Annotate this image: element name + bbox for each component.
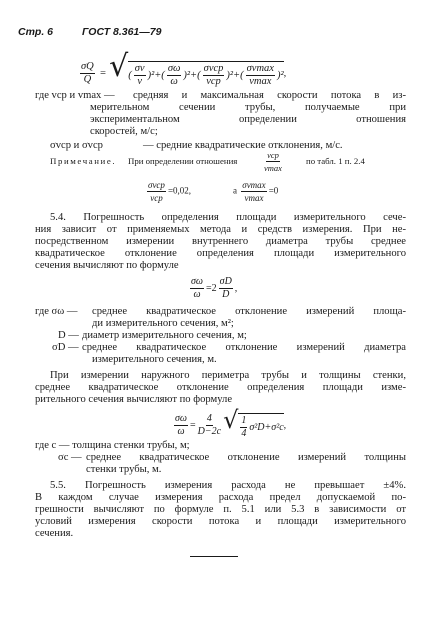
sqrt-icon: √ <box>223 406 239 434</box>
formula-area-error-outer: $\frac{\sigma\omega}{\omega}$ = $\frac{4}{D-2c}$ √ $\frac{1}{4}$ σ²D+σ²c, <box>175 406 287 439</box>
where-text-line: измерительного сечения, м. <box>92 354 217 365</box>
note-condition-2: а $\frac{\sigma vmax}{vmax}$ =0 <box>233 180 279 203</box>
where-symbol: σD — <box>52 342 79 353</box>
paragraph-outer-line: среднее квадратическое отклонение определения площади изме- <box>35 382 406 393</box>
where-text-line: мерительном сечении трубы, получаемые при <box>90 102 406 113</box>
paragraph-5-4-line: 5.4. Погрешность определения площади измерительного сече- <box>50 212 406 223</box>
paragraph-5-4-line: сечения вычисляют по формуле <box>35 260 179 271</box>
paragraph-5-5-line: условий измерения скорости потока и площади измерительного <box>35 516 406 527</box>
formula-area-error: $\frac{\sigma\omega}{\omega}$ =2 $\frac{\sigma D}{D}$ , <box>191 276 238 300</box>
where-text-line: средняя и максимальная скорости потока в из- <box>133 90 406 101</box>
paragraph-5-5-line: 5.5. Погрешность измерения расхода не превышает ±4%. <box>50 480 406 491</box>
end-rule <box>190 556 238 557</box>
note-condition-1: $\frac{\text{σvср}}{\text{vср}}$ =0,02, <box>148 180 192 203</box>
paragraph-5-4-line: посредственном измерении внутреннего диаметра трубы среднее <box>35 236 406 247</box>
where-text-line: среднее квадратическое отклонение измерений диаметра <box>82 342 406 353</box>
paragraph-5-5-line: грешности вычисляют по формуле п. 5.1 или 5.3 в зависимости от <box>35 504 406 515</box>
where-text-line: среднее квадратическое отклонение измерений площа- <box>92 306 406 317</box>
note-text-after: по табл. 1 п. 2.4 <box>306 156 365 166</box>
where-text-line: стенки трубы, м. <box>86 464 162 475</box>
sqrt-icon: √ <box>109 49 129 84</box>
paragraph-outer-line: рительного сечения вычисляют по формуле <box>35 394 233 405</box>
standard-code: ГОСТ 8.361—79 <box>82 26 162 38</box>
note-fraction: $\frac{\text{vср}}{vmax}$ <box>264 150 282 173</box>
paragraph-5-4-line: квадратическое отклонение определения площади измерительного <box>35 248 406 259</box>
where-text-line: скоростей, м/с; <box>90 126 158 137</box>
where-text-line: среднее квадратическое отклонение измерений толщины <box>86 452 406 463</box>
where-sigma-lead: σvср и σvср <box>50 140 103 151</box>
where-text-line: ди измерительного сечения, м²; <box>92 318 234 329</box>
where-sigma-text: — средние квадратические отклонения, м/с. <box>143 140 343 151</box>
page-number: Стр. 6 <box>18 26 54 38</box>
fraction-sigmaq-over-q: $\frac{\sigma Q}{Q}$ <box>81 61 94 86</box>
radicand: ( $\frac{\sigma v}{v}$ )²+( $\frac{\sigma\omega}{\omega}$ )²+( $\frac{\text{σvср}}{\text{vср}}$ )²+( $\frac{\sigma vmax}{vmax}$ )² <box>128 62 284 87</box>
where-symbol: σc — <box>58 452 82 463</box>
paragraph-5-5-line: сечения. <box>35 528 74 539</box>
paragraph-outer-line: При измерении наружного периметра трубы и толщины стенки, <box>50 370 406 381</box>
where-symbol: где σω — <box>35 306 78 317</box>
where-wall-thickness: где c — толщина стенки трубы, м; <box>35 440 190 451</box>
note-label: Примечание. <box>50 156 117 166</box>
where-text-line: экспериментальном определении отношения <box>90 114 406 125</box>
where-text-line: диаметр измерительного сечения, м; <box>82 330 247 341</box>
where-lead-velocities: где vср и vmax — <box>35 90 115 101</box>
note-text: При определении отношения <box>128 156 238 166</box>
paragraph-5-4-line: ния зависит от применяемых метода и средств измерения. При не- <box>35 224 406 235</box>
paragraph-5-5-line: В каждом случае измерения расхода предел допускаемой по- <box>35 492 406 503</box>
where-symbol: D — <box>58 330 79 341</box>
formula-flow-error: $\frac{\sigma Q}{Q}$ = √( $\frac{\sigma v}{v}$ )²+( $\frac{\sigma\omega}{\omega}$ )²+( $\frac{\text{σvср}}{\text{vср}}$ )²+( $\frac{\sigma vmax}{vmax}$ )², <box>81 49 287 87</box>
